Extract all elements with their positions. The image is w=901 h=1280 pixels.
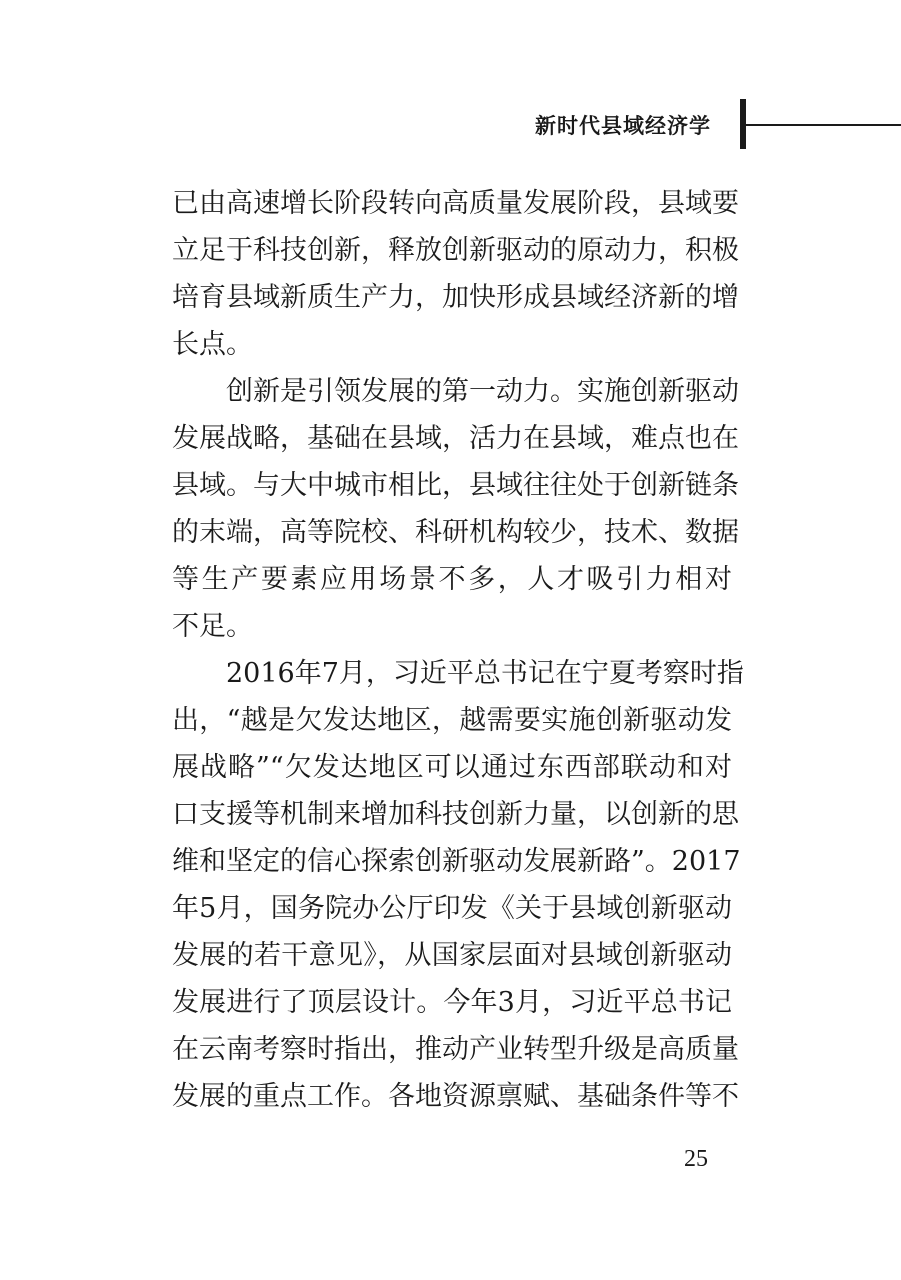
text-line: 的末端，高等院校、科研机构较少，技术、数据 xyxy=(172,517,739,548)
text-line: 发展的若干意见》，从国家层面对县域创新驱动 xyxy=(172,940,732,971)
text-line: 年5月，国务院办公厅印发《关于县域创新驱动 xyxy=(172,893,732,924)
text-line: 在云南考察时指出，推动产业转型升级是高质量 xyxy=(172,1034,739,1065)
text-line: 立足于科技创新，释放创新驱动的原动力，积极 xyxy=(172,235,739,266)
text-line: 2016年7月，习近平总书记在宁夏考察时指 xyxy=(226,658,744,689)
text-line: 长点。 xyxy=(172,329,253,360)
text-line: 不足。 xyxy=(172,611,253,642)
page-number: 25 xyxy=(684,1146,708,1172)
running-title: 新时代县域经济学 xyxy=(535,114,711,138)
text-line: 发展进行了顶层设计。今年3月，习近平总书记 xyxy=(172,987,732,1018)
text-line: 等生产要素应用场景不多，人才吸引力相对 xyxy=(172,564,732,595)
text-line: 培育县域新质生产力，加快形成县域经济新的增 xyxy=(172,282,739,313)
text-line: 口支援等机制来增加科技创新力量，以创新的思 xyxy=(172,799,739,830)
text-line: 县域。与大中城市相比，县域往往处于创新链条 xyxy=(172,470,739,501)
text-line: 发展的重点工作。各地资源禀赋、基础条件等不 xyxy=(172,1081,739,1112)
text-line: 出，“越是欠发达地区，越需要实施创新驱动发 xyxy=(172,705,732,736)
text-line: 已由高速增长阶段转向高质量发展阶段，县域要 xyxy=(172,188,739,219)
text-line: 发展战略，基础在县域，活力在县域，难点也在 xyxy=(172,423,739,454)
header-rule xyxy=(742,124,901,126)
text-line: 维和坚定的信心探索创新驱动发展新路”。2017 xyxy=(172,846,741,877)
body-text xyxy=(172,180,744,1120)
text-line: 展战略”“欠发达地区可以通过东西部联动和对 xyxy=(172,752,732,783)
text-line: 创新是引领发展的第一动力。实施创新驱动 xyxy=(226,376,739,407)
